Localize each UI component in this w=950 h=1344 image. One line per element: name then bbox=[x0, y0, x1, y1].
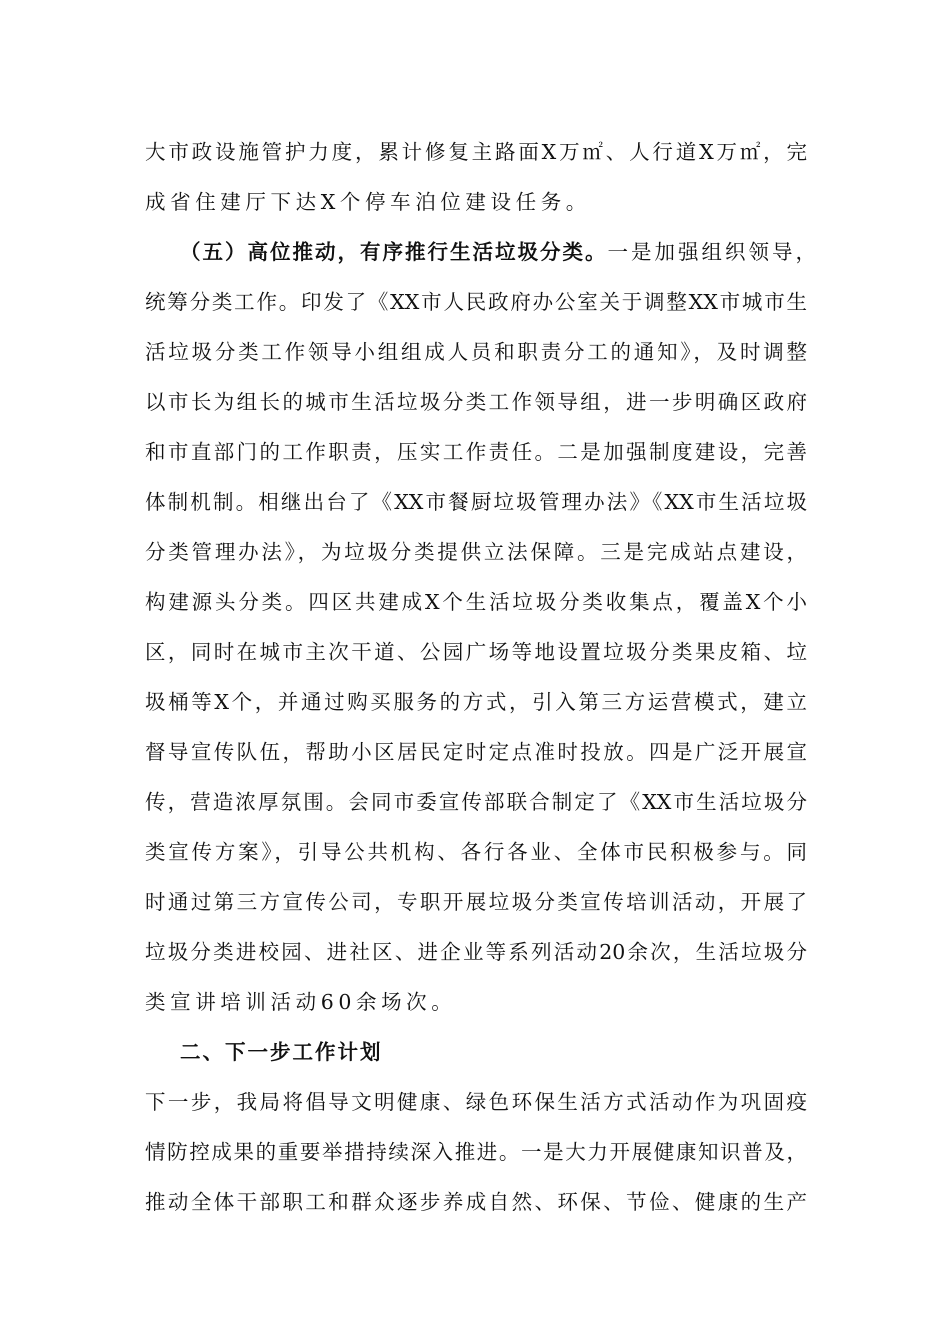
paragraph-line: 传，营造浓厚氛围。会同市委宣传部联合制定了《XX市生活垃圾分 bbox=[145, 790, 807, 814]
paragraph-line: 成省住建厅下达X个停车泊位建设任务。 bbox=[145, 190, 591, 214]
paragraph-line: 分类管理办法》，为垃圾分类提供立法保障。三是完成站点建设， bbox=[145, 540, 807, 564]
paragraph-line: 统筹分类工作。印发了《XX市人民政府办公室关于调整XX市城市生 bbox=[145, 290, 807, 314]
paragraph-line: 垃圾分类进校园、进社区、进企业等系列活动20余次，生活垃圾分 bbox=[145, 940, 807, 964]
paragraph-line: 时通过第三方宣传公司，专职开展垃圾分类宣传培训活动，开展了 bbox=[145, 890, 807, 914]
section-5-text: 一是加强组织领导， bbox=[607, 240, 819, 264]
section-5-first-line bbox=[180, 237, 819, 267]
paragraph-line: 区，同时在城市主次干道、公园广场等地设置垃圾分类果皮箱、垃 bbox=[145, 640, 807, 664]
section-2-heading: 二、下一步工作计划 bbox=[180, 1040, 383, 1064]
paragraph-line: 大市政设施管护力度，累计修复主路面X万㎡、人行道X万㎡，完 bbox=[145, 140, 807, 164]
paragraph-line: 体制机制。相继出台了《XX市餐厨垃圾管理办法》《XX市生活垃圾 bbox=[145, 490, 807, 514]
paragraph-line: 类宣传方案》，引导公共机构、各行各业、全体市民积极参与。同 bbox=[145, 840, 807, 864]
paragraph-line: 和市直部门的工作职责，压实工作责任。二是加强制度建设，完善 bbox=[145, 440, 807, 464]
paragraph-line: 督导宣传队伍，帮助小区居民定时定点准时投放。四是广泛开展宣 bbox=[145, 740, 807, 764]
paragraph-line: 类宣讲培训活动60余场次。 bbox=[145, 990, 457, 1014]
paragraph-line: 下一步，我局将倡导文明健康、绿色环保生活方式活动作为巩固疫 bbox=[145, 1090, 807, 1114]
paragraph-line: 活垃圾分类工作领导小组组成人员和职责分工的通知》，及时调整 bbox=[145, 340, 807, 364]
paragraph-line: 情防控成果的重要举措持续深入推进。一是大力开展健康知识普及， bbox=[145, 1140, 807, 1164]
section-5-heading: （五）高位推动，有序推行生活垃圾分类。 bbox=[180, 240, 608, 264]
paragraph-line: 推动全体干部职工和群众逐步养成自然、环保、节俭、健康的生产 bbox=[145, 1190, 807, 1214]
paragraph-line: 以市长为组长的城市生活垃圾分类工作领导组，进一步明确区政府 bbox=[145, 390, 807, 414]
paragraph-line: 构建源头分类。四区共建成X个生活垃圾分类收集点，覆盖X个小 bbox=[145, 590, 807, 614]
paragraph-line: 圾桶等X个，并通过购买服务的方式，引入第三方运营模式，建立 bbox=[145, 690, 807, 714]
